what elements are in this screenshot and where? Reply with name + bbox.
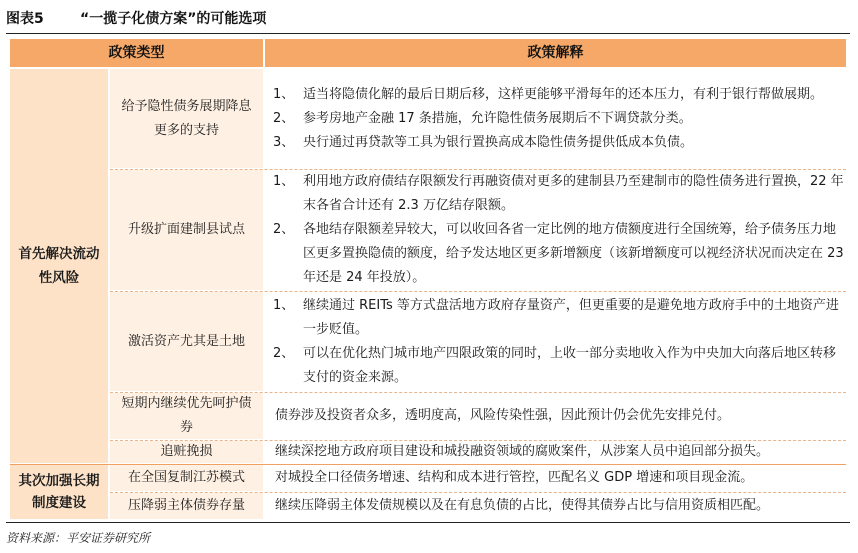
row-divider: [110, 392, 846, 393]
item-number: 3、: [273, 134, 295, 150]
category-liquidity-risk: 首先解决流动性风险: [10, 69, 108, 463]
row-divider: [110, 492, 846, 493]
figure-number: 图表5: [6, 11, 44, 27]
item-number: 1、: [273, 174, 295, 189]
policy-type-reduce-weak-bonds: 压降弱主体债券存量: [110, 493, 263, 519]
policy-type-recover-losses: 追赃挽损: [110, 441, 263, 463]
section-divider: [10, 464, 846, 465]
item-number: 2、: [273, 110, 295, 126]
policy-explain-extension: [265, 69, 846, 168]
item-text: 参考房地产金融 17 条措施，允许隐性债务展期后不下调贷款分类。: [303, 110, 692, 126]
header-policy-type: 政策类型: [10, 39, 263, 67]
category-long-term-system: 其次加强长期制度建设: [10, 465, 108, 519]
policy-type-jiangsu-model: 在全国复制江苏模式: [110, 465, 263, 491]
item-number: 2、: [273, 345, 295, 361]
explain-item: [265, 83, 846, 107]
policy-explain-recover-losses: 继续深挖地方政府项目建设和城投融资领域的腐败案件，从涉案人员中追回部分损失。: [265, 441, 846, 463]
item-text: 央行通过再贷款等工具为银行置换高成本隐性债务提供低成本负债。: [303, 134, 694, 150]
row-divider: [110, 440, 846, 441]
policy-type-extension: 给予隐性债务展期降息更多的支持: [110, 69, 263, 168]
explain-item: [265, 218, 846, 290]
policy-type-county-pilot: 升级扩面建制县试点: [110, 170, 263, 290]
policy-type-activate-assets: 激活资产尤其是土地: [110, 292, 263, 391]
explain-item: [265, 170, 846, 218]
item-text: 利用地方政府债结存限额发行再融资债对更多的建制县乃至建制市的隐性债务进行置换，22 年末各省合计还有 2.3 万亿结存限额。: [303, 174, 844, 213]
item-number: 2、: [273, 222, 295, 237]
item-text: 适当将隐债化解的最后日期后移，这样更能够平滑每年的还本压力，有利于银行帮做展期。: [303, 86, 824, 102]
policy-table: [10, 39, 846, 519]
explain-item: [265, 342, 846, 390]
item-number: 1、: [273, 86, 295, 102]
item-number: 1、: [273, 297, 295, 313]
policy-explain-protect-bonds: 债券涉及投资者众多，透明度高，风险传染性强，因此预计仍会优先安排兑付。: [265, 393, 846, 439]
policy-explain-jiangsu-model: 对城投全口径债务增速、结构和成本进行管控，匹配名义 GDP 增速和项目现金流。: [265, 465, 846, 491]
policy-type-protect-bonds: 短期内继续优先呵护债券: [110, 393, 263, 439]
caption-divider: [6, 33, 850, 34]
item-text: 各地结存限额差异较大，可以收回各省一定比例的地方债额度进行全国统筹，给予债务压力地区更多置换隐债的额度，给予发达地区更多新增额度（该新增额度可以视经济状况而决定在 23 年还是 24 年投放）。: [303, 222, 844, 285]
header-policy-explanation: 政策解释: [265, 39, 846, 67]
row-divider: [110, 291, 846, 292]
item-text: 可以在优化热门城市地产四限政策的同时，上收一部分卖地收入作为中央加大向落后地区转移支付的资金来源。: [303, 345, 837, 385]
explain-item: [265, 107, 846, 131]
item-text: 继续通过 REITs 等方式盘活地方政府存量资产，但更重要的是避免地方政府手中的土地资产进一步贬值。: [303, 297, 839, 337]
policy-explain-reduce-weak-bonds: 继续压降弱主体发债规模以及在有息负债的占比，使得其债券占比与信用资质相匹配。: [265, 493, 846, 519]
explain-item: [265, 131, 846, 155]
row-divider: [110, 169, 846, 170]
table-bottom-rule: [6, 522, 850, 523]
policy-explain-county-pilot: [265, 170, 846, 290]
figure-title: “一揽子化债方案”的可能选项: [80, 11, 267, 27]
explain-item: [265, 294, 846, 342]
figure-caption: [6, 6, 852, 32]
policy-explain-activate-assets: [265, 292, 846, 391]
source-note: 资料来源：平安证券研究所: [6, 531, 151, 545]
